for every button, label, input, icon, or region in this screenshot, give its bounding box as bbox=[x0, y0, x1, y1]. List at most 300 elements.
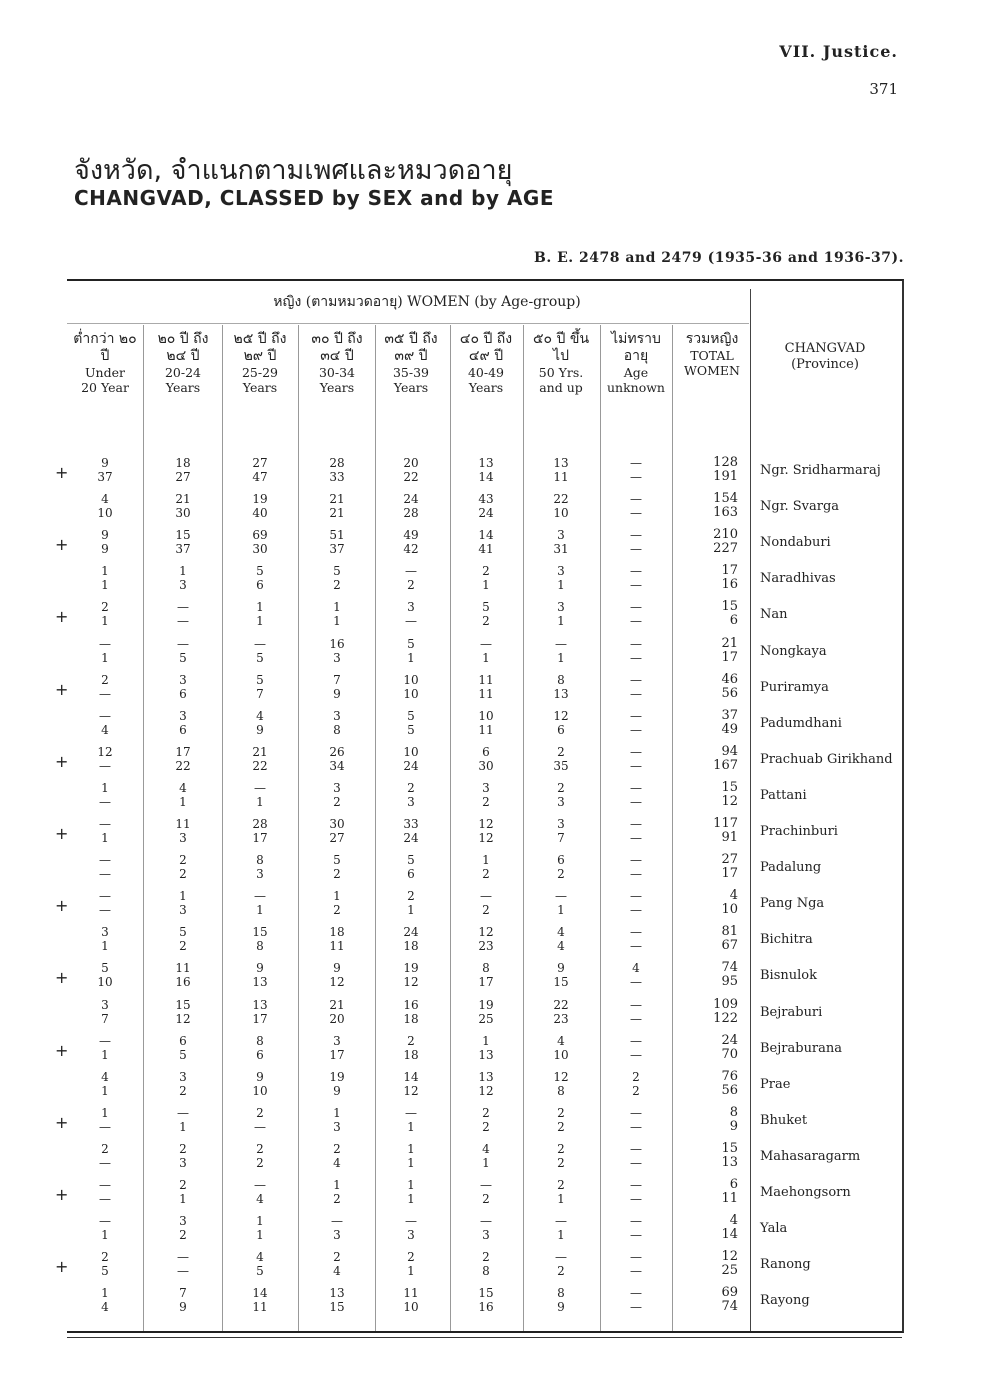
value-1935: 19 bbox=[329, 1069, 345, 1084]
value-1935: 2 bbox=[557, 744, 565, 759]
value-1935: 9 bbox=[101, 456, 109, 470]
value-1935: 15 bbox=[175, 528, 191, 543]
value-1936: 22 bbox=[175, 758, 191, 773]
value-cell bbox=[376, 673, 446, 701]
total-1935: 15 bbox=[721, 599, 738, 615]
column-header-en1: 25-29 bbox=[241, 365, 279, 380]
value-1936: 1 bbox=[256, 794, 264, 809]
value-cell bbox=[376, 1250, 446, 1278]
value-1935: 4 bbox=[557, 925, 565, 940]
column-header-thai: ไม่ทราบ อายุ bbox=[611, 331, 661, 364]
total-1935: 74 bbox=[721, 960, 738, 976]
value-cell bbox=[70, 817, 140, 845]
table-row bbox=[0, 998, 990, 1034]
table-row bbox=[0, 528, 990, 564]
value-1936: 2 bbox=[407, 578, 415, 593]
value-1935: 21 bbox=[175, 492, 191, 507]
value-cell bbox=[376, 1142, 446, 1170]
value-1936: 3 bbox=[179, 1155, 187, 1170]
value-1936: 24 bbox=[403, 831, 419, 845]
value-1935: 2 bbox=[256, 1105, 264, 1120]
value-1935: 3 bbox=[179, 708, 187, 723]
value-cell bbox=[70, 1178, 140, 1206]
value-cell bbox=[148, 528, 218, 556]
province-header-sub: (Province) bbox=[791, 357, 859, 372]
value-1936: 2 bbox=[333, 903, 341, 918]
value-1936: 10 bbox=[403, 686, 419, 701]
value-1935: — bbox=[555, 1214, 567, 1229]
value-1935: 19 bbox=[478, 997, 494, 1012]
column-header-en1: Age bbox=[623, 365, 649, 380]
value-cell bbox=[601, 1034, 671, 1062]
value-cell bbox=[601, 961, 671, 989]
total-1936: 74 bbox=[721, 1299, 738, 1315]
value-1936: 25 bbox=[478, 1011, 494, 1026]
table-row bbox=[0, 637, 990, 673]
value-cell bbox=[451, 925, 521, 953]
value-1936: 1 bbox=[101, 650, 109, 665]
value-cell bbox=[225, 600, 295, 628]
value-1935: — bbox=[630, 1105, 642, 1120]
value-1936: 1 bbox=[333, 614, 341, 629]
value-1935: — bbox=[630, 672, 642, 687]
value-cell bbox=[526, 673, 596, 701]
value-1935: — bbox=[405, 1105, 417, 1120]
value-1936: — bbox=[630, 542, 642, 557]
value-1935: 7 bbox=[333, 672, 341, 687]
total-cell bbox=[700, 637, 738, 665]
value-cell bbox=[526, 925, 596, 953]
value-1936: 15 bbox=[329, 1300, 345, 1315]
column-header bbox=[526, 331, 596, 395]
total-1935: 46 bbox=[721, 671, 738, 687]
value-1936: 8 bbox=[557, 1083, 565, 1098]
value-1935: 5 bbox=[256, 672, 264, 687]
province-name: Ngr. Sridharmaraj bbox=[760, 463, 881, 478]
value-1935: 14 bbox=[403, 1069, 419, 1084]
total-1935: 69 bbox=[721, 1285, 738, 1301]
value-cell bbox=[302, 528, 372, 556]
value-1936: 23 bbox=[553, 1011, 569, 1026]
value-cell bbox=[451, 817, 521, 845]
value-cell bbox=[526, 961, 596, 989]
value-1936: 3 bbox=[333, 650, 341, 665]
value-1935: 2 bbox=[333, 1141, 341, 1156]
value-cell bbox=[376, 1178, 446, 1206]
value-1936: 1 bbox=[482, 1155, 490, 1170]
value-1935: 28 bbox=[252, 817, 268, 831]
row-mark: + bbox=[55, 607, 69, 627]
value-1936: 42 bbox=[403, 542, 419, 557]
value-cell bbox=[148, 492, 218, 520]
value-1935: 5 bbox=[333, 853, 341, 868]
value-1936: 9 bbox=[333, 686, 341, 701]
total-1935: 94 bbox=[721, 743, 738, 759]
value-1935: — bbox=[99, 636, 111, 651]
row-mark: + bbox=[55, 1257, 69, 1277]
value-1935: 11 bbox=[175, 961, 191, 976]
value-1936: 24 bbox=[478, 506, 494, 521]
province-name: Prachuab Girikhand bbox=[760, 751, 893, 767]
value-cell bbox=[601, 1286, 671, 1314]
value-cell bbox=[302, 1106, 372, 1134]
value-cell bbox=[601, 1250, 671, 1278]
province-name: Bhuket bbox=[760, 1112, 808, 1128]
value-cell bbox=[376, 528, 446, 556]
value-1935: — bbox=[99, 1033, 111, 1048]
value-1935: — bbox=[480, 1214, 492, 1229]
value-1935: 1 bbox=[407, 1178, 415, 1192]
value-1935: 2 bbox=[407, 1033, 415, 1048]
value-1935: — bbox=[480, 1178, 492, 1192]
value-cell bbox=[302, 961, 372, 989]
value-1935: 5 bbox=[333, 564, 341, 579]
value-1935: 4 bbox=[482, 1141, 490, 1156]
value-1936: 17 bbox=[478, 975, 494, 990]
row-mark: + bbox=[55, 896, 69, 916]
total-cell bbox=[700, 564, 738, 592]
value-cell bbox=[526, 1106, 596, 1134]
value-1935: 3 bbox=[333, 708, 341, 723]
value-cell bbox=[70, 492, 140, 520]
value-cell bbox=[302, 600, 372, 628]
value-cell bbox=[376, 853, 446, 881]
value-cell bbox=[225, 1286, 295, 1314]
value-1935: — bbox=[630, 564, 642, 579]
value-1935: 1 bbox=[407, 1141, 415, 1156]
table-row bbox=[0, 889, 990, 925]
value-cell bbox=[70, 1034, 140, 1062]
value-cell bbox=[70, 637, 140, 665]
value-cell bbox=[70, 998, 140, 1026]
value-1936: 5 bbox=[256, 1264, 264, 1279]
value-1935: 9 bbox=[333, 961, 341, 976]
value-cell bbox=[302, 781, 372, 809]
value-cell bbox=[376, 492, 446, 520]
value-1935: 13 bbox=[478, 456, 494, 470]
value-cell bbox=[526, 1034, 596, 1062]
value-cell bbox=[376, 1286, 446, 1314]
value-1935: 2 bbox=[256, 1141, 264, 1156]
value-1936: 41 bbox=[478, 542, 494, 557]
value-cell bbox=[376, 1214, 446, 1242]
province-name: Bejraburi bbox=[760, 1004, 823, 1020]
value-cell bbox=[148, 1250, 218, 1278]
column-header-en1: 40-49 bbox=[467, 365, 505, 380]
table-row bbox=[0, 1178, 990, 1214]
value-1936: 13 bbox=[553, 686, 569, 701]
value-cell bbox=[225, 709, 295, 737]
value-cell bbox=[225, 564, 295, 592]
value-1936: 2 bbox=[179, 867, 187, 882]
value-1935: 4 bbox=[101, 1069, 109, 1084]
value-1935: 2 bbox=[407, 780, 415, 795]
value-1935: 1 bbox=[482, 1033, 490, 1048]
value-1936: — bbox=[99, 867, 111, 882]
value-cell bbox=[451, 745, 521, 773]
value-cell bbox=[225, 817, 295, 845]
value-1935: 3 bbox=[179, 672, 187, 687]
value-cell bbox=[376, 998, 446, 1026]
total-1936: 163 bbox=[713, 505, 738, 521]
total-1936: 14 bbox=[721, 1227, 738, 1243]
value-1936: — bbox=[630, 1228, 642, 1243]
value-cell bbox=[526, 564, 596, 592]
value-1936: — bbox=[99, 1155, 111, 1170]
value-1935: 19 bbox=[403, 961, 419, 976]
value-1935: — bbox=[630, 817, 642, 831]
value-cell bbox=[526, 1070, 596, 1098]
table-row bbox=[0, 1250, 990, 1286]
value-cell bbox=[451, 1178, 521, 1206]
value-cell bbox=[302, 1286, 372, 1314]
table-row bbox=[0, 1142, 990, 1178]
value-1935: 3 bbox=[557, 817, 565, 831]
row-mark: + bbox=[55, 679, 69, 699]
total-cell bbox=[700, 528, 738, 556]
value-1935: — bbox=[630, 1178, 642, 1192]
column-header-en2: Years bbox=[319, 380, 355, 395]
table-row bbox=[0, 673, 990, 709]
value-1935: 2 bbox=[101, 600, 109, 615]
table-row bbox=[0, 1034, 990, 1070]
column-header-en2: Years bbox=[393, 380, 429, 395]
value-cell bbox=[70, 456, 140, 484]
value-cell bbox=[225, 961, 295, 989]
total-cell bbox=[700, 1034, 738, 1062]
value-1936: 22 bbox=[403, 470, 419, 484]
total-cell bbox=[700, 1214, 738, 1242]
value-1935: — bbox=[555, 889, 567, 904]
value-1935: 2 bbox=[557, 1141, 565, 1156]
value-1936: 3 bbox=[179, 903, 187, 918]
value-1936: 10 bbox=[97, 975, 113, 990]
value-1936: — bbox=[99, 758, 111, 773]
table-row bbox=[0, 709, 990, 745]
column-header bbox=[601, 331, 671, 395]
value-1936: — bbox=[630, 903, 642, 918]
value-cell bbox=[225, 925, 295, 953]
value-1935: — bbox=[630, 780, 642, 795]
column-header bbox=[302, 331, 372, 395]
total-1936: 16 bbox=[721, 577, 738, 593]
value-cell bbox=[376, 961, 446, 989]
column-header-thai: ๒๐ ปี ถึง ๒๔ ปี bbox=[157, 331, 209, 364]
value-1936: 30 bbox=[478, 758, 494, 773]
value-1936: 8 bbox=[256, 939, 264, 954]
value-1935: 6 bbox=[179, 1033, 187, 1048]
value-1935: — bbox=[630, 853, 642, 868]
value-1936: 2 bbox=[482, 614, 490, 629]
value-1936: — bbox=[630, 614, 642, 629]
value-1935: — bbox=[254, 780, 266, 795]
value-cell bbox=[451, 1142, 521, 1170]
value-1936: — bbox=[630, 1119, 642, 1134]
value-cell bbox=[601, 456, 671, 484]
value-1936: 3 bbox=[557, 794, 565, 809]
value-1936: 37 bbox=[329, 542, 345, 557]
value-1935: 10 bbox=[403, 744, 419, 759]
total-1936: 70 bbox=[721, 1046, 738, 1062]
total-cell bbox=[700, 492, 738, 520]
value-cell bbox=[70, 600, 140, 628]
value-cell bbox=[451, 781, 521, 809]
value-1936: — bbox=[630, 831, 642, 845]
value-1936: 31 bbox=[553, 542, 569, 557]
value-1935: 2 bbox=[101, 1141, 109, 1156]
total-1935: 6 bbox=[729, 1177, 738, 1192]
total-cell bbox=[700, 1106, 738, 1134]
value-cell bbox=[148, 673, 218, 701]
total-1936: 95 bbox=[721, 974, 738, 990]
value-cell bbox=[225, 492, 295, 520]
total-cell bbox=[700, 456, 738, 484]
column-header bbox=[148, 331, 218, 395]
province-name: Puriramya bbox=[760, 679, 829, 695]
value-1936: 10 bbox=[252, 1083, 268, 1098]
value-cell bbox=[225, 1142, 295, 1170]
value-1936: 6 bbox=[557, 722, 565, 737]
value-cell bbox=[148, 998, 218, 1026]
value-1936: 6 bbox=[179, 722, 187, 737]
table-row bbox=[0, 600, 990, 636]
value-1936: 9 bbox=[333, 1083, 341, 1098]
value-1936: 22 bbox=[252, 758, 268, 773]
value-1936: 1 bbox=[407, 650, 415, 665]
value-1935: 8 bbox=[557, 1286, 565, 1301]
column-header-thai: ๒๕ ปี ถึง ๒๙ ปี bbox=[233, 331, 287, 364]
value-1935: — bbox=[630, 1214, 642, 1229]
province-name: Bejraburana bbox=[760, 1040, 843, 1056]
value-cell bbox=[601, 889, 671, 917]
value-cell bbox=[302, 853, 372, 881]
value-cell bbox=[601, 1142, 671, 1170]
value-cell bbox=[451, 889, 521, 917]
value-1935: 5 bbox=[407, 853, 415, 868]
table-row bbox=[0, 925, 990, 961]
value-1935: 9 bbox=[557, 961, 565, 976]
value-1935: 14 bbox=[252, 1286, 268, 1301]
value-1935: — bbox=[630, 708, 642, 723]
value-1935: 22 bbox=[553, 492, 569, 507]
province-name: Mahasaragarm bbox=[760, 1148, 861, 1164]
value-1936: 16 bbox=[175, 975, 191, 990]
value-1936: 6 bbox=[256, 578, 264, 593]
value-1936: 1 bbox=[179, 1192, 187, 1206]
value-1935: 1 bbox=[333, 889, 341, 904]
table-row bbox=[0, 1106, 990, 1142]
value-cell bbox=[302, 709, 372, 737]
value-cell bbox=[526, 1286, 596, 1314]
value-1936: 27 bbox=[329, 831, 345, 845]
value-1935: 1 bbox=[256, 600, 264, 615]
column-header-en1: TOTAL bbox=[690, 348, 734, 363]
value-cell bbox=[601, 998, 671, 1026]
value-cell bbox=[70, 528, 140, 556]
value-1935: — bbox=[254, 1178, 266, 1192]
value-1935: 2 bbox=[482, 1105, 490, 1120]
value-cell bbox=[601, 600, 671, 628]
value-1936: — bbox=[630, 758, 642, 773]
value-1935: — bbox=[630, 997, 642, 1012]
value-cell bbox=[225, 1070, 295, 1098]
value-cell bbox=[70, 745, 140, 773]
value-cell bbox=[302, 1034, 372, 1062]
value-1935: 5 bbox=[256, 564, 264, 579]
province-name: Pang Nga bbox=[760, 896, 825, 912]
column-header bbox=[70, 331, 140, 395]
value-1935: 21 bbox=[252, 744, 268, 759]
value-1935: — bbox=[630, 600, 642, 615]
value-cell bbox=[526, 600, 596, 628]
column-header-en2: Years bbox=[468, 380, 504, 395]
row-mark: + bbox=[55, 968, 69, 988]
value-1935: 3 bbox=[482, 780, 490, 795]
value-1936: 17 bbox=[329, 1047, 345, 1062]
value-1935: 10 bbox=[478, 708, 494, 723]
value-cell bbox=[148, 1178, 218, 1206]
value-1935: 2 bbox=[179, 1141, 187, 1156]
value-cell bbox=[70, 1214, 140, 1242]
column-header bbox=[225, 331, 295, 395]
title-english: CHANGVAD, CLASSED by SEX and by AGE bbox=[74, 186, 554, 210]
value-1935: 2 bbox=[101, 1250, 109, 1265]
value-1936: 1 bbox=[101, 831, 109, 845]
row-mark: + bbox=[55, 824, 69, 843]
value-1936: 8 bbox=[482, 1264, 490, 1279]
value-1936: 9 bbox=[256, 722, 264, 737]
value-1935: 1 bbox=[179, 889, 187, 904]
value-1936: 1 bbox=[179, 1119, 187, 1134]
value-1935: 1 bbox=[179, 564, 187, 579]
value-1936: — bbox=[630, 975, 642, 990]
value-1935: 11 bbox=[403, 1286, 419, 1301]
total-1936: 122 bbox=[713, 1010, 738, 1026]
total-cell bbox=[700, 889, 738, 917]
value-cell bbox=[526, 1214, 596, 1242]
column-header-en2: Years bbox=[165, 380, 201, 395]
section-header: VII. Justice. bbox=[779, 42, 898, 61]
province-name: Ngr. Svarga bbox=[760, 499, 840, 515]
value-1935: 15 bbox=[252, 925, 268, 940]
value-cell bbox=[70, 564, 140, 592]
value-cell bbox=[376, 1106, 446, 1134]
value-cell bbox=[225, 781, 295, 809]
value-1935: 3 bbox=[557, 564, 565, 579]
value-1936: 1 bbox=[101, 614, 109, 629]
table-row bbox=[0, 1286, 990, 1322]
value-cell bbox=[70, 925, 140, 953]
value-1936: 13 bbox=[478, 1047, 494, 1062]
value-cell bbox=[601, 817, 671, 845]
value-cell bbox=[601, 1106, 671, 1134]
value-cell bbox=[376, 600, 446, 628]
value-cell bbox=[148, 600, 218, 628]
value-1935: 20 bbox=[403, 456, 419, 470]
column-header-en2: 20 Year bbox=[81, 380, 129, 395]
value-1936: 12 bbox=[478, 831, 494, 845]
value-1936: 3 bbox=[407, 794, 415, 809]
value-1935: 8 bbox=[256, 853, 264, 868]
value-1936: 18 bbox=[403, 939, 419, 954]
value-cell bbox=[526, 889, 596, 917]
value-cell bbox=[526, 998, 596, 1026]
value-cell bbox=[451, 709, 521, 737]
value-1935: 9 bbox=[256, 1069, 264, 1084]
value-1936: 4 bbox=[101, 722, 109, 737]
value-1936: 9 bbox=[101, 542, 109, 557]
title-thai: จังหวัด, จำแนกตามเพศและหมวดอายุ bbox=[74, 155, 513, 186]
